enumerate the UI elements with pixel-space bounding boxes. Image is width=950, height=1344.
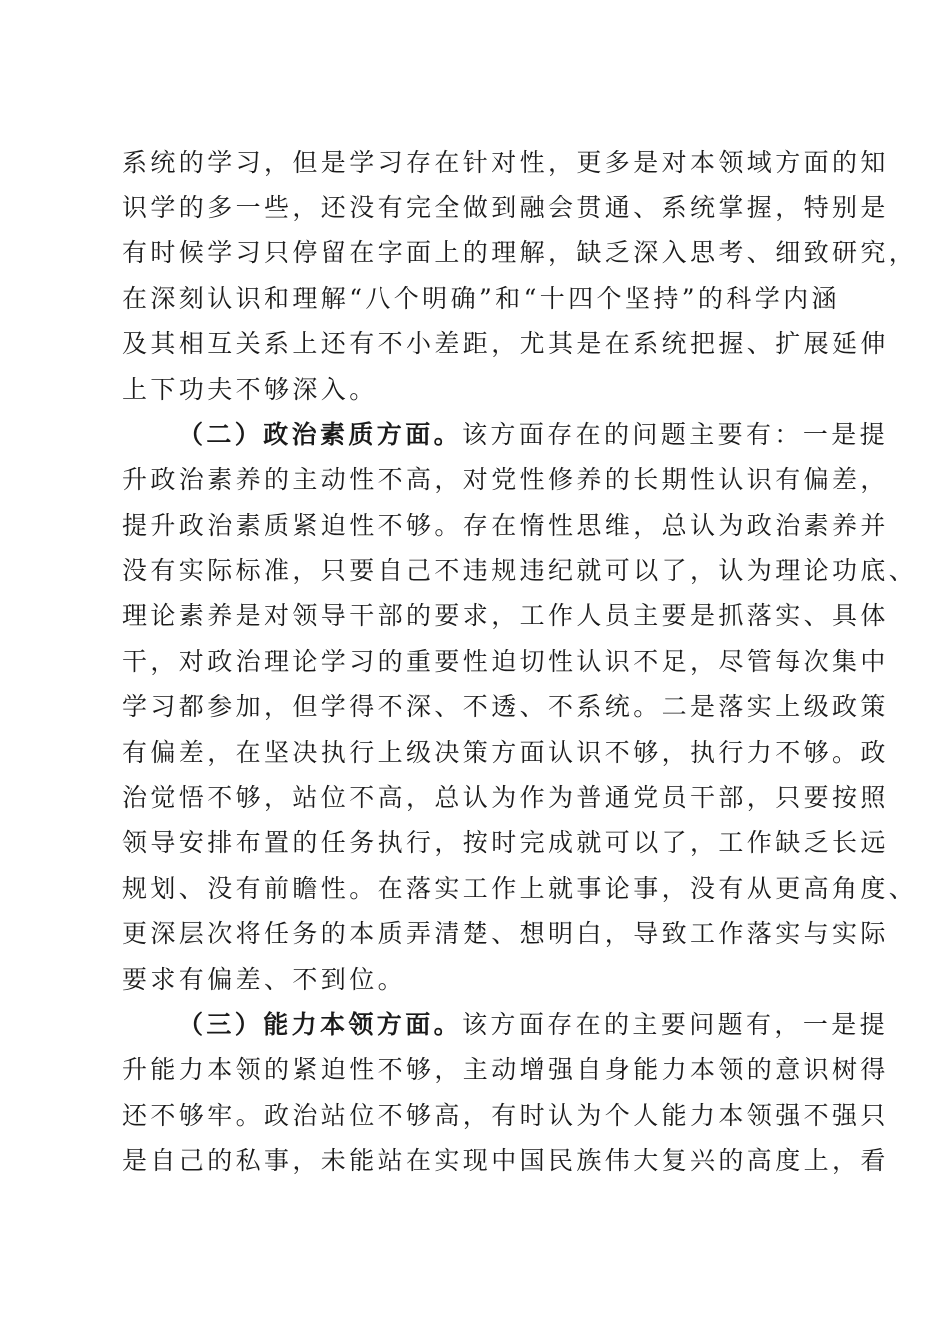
paragraph-2-line-10: 领导安排布置的任务执行，按时完成就可以了，工作缺乏长远 — [122, 828, 889, 857]
paragraph-2-heading: （二）政治素质方面。 — [178, 420, 463, 449]
paragraph-1-line-3: 有时候学习只停留在字面上的理解，缺乏深入思考、细致研究， — [122, 238, 918, 267]
paragraph-3-first-line-text: 该方面存在的主要问题有，一是提 — [462, 1010, 889, 1039]
paragraph-2-line-13: 要求有偏差、不到位。 — [122, 965, 407, 994]
paragraph-2-line-4: 没有实际标准，只要自己不违规违纪就可以了，认为理论功底、 — [122, 556, 918, 585]
paragraph-1-line-2: 识学的多一些，还没有完全做到融会贯通、系统掌握，特别是 — [122, 193, 889, 222]
paragraph-1-line-6: 上下功夫不够深入。 — [122, 375, 378, 404]
paragraph-2-line-2: 升政治素养的主动性不高，对党性修养的长期性认识有偏差， — [122, 465, 889, 494]
paragraph-3-heading: （三）能力本领方面。 — [178, 1010, 463, 1039]
paragraph-1-line-1: 系统的学习，但是学习存在针对性，更多是对本领域方面的知 — [122, 148, 889, 177]
paragraph-1-line-4: 在深刻认识和理解“八个明确”和“十四个坚持”的科学内涵 — [122, 284, 840, 313]
paragraph-2-line-3: 提升政治素质紧迫性不够。存在惰性思维，总认为政治素养并 — [122, 511, 889, 540]
paragraph-2-line-9: 治觉悟不够，站位不高，总认为作为普通党员干部，只要按照 — [122, 783, 889, 812]
paragraph-3-line-3: 还不够牢。政治站位不够高，有时认为个人能力本领强不强只 — [122, 1101, 889, 1130]
paragraph-2-line-5: 理论素养是对领导干部的要求，工作人员主要是抓落实、具体 — [122, 601, 889, 630]
paragraph-2-line-11: 规划、没有前瞻性。在落实工作上就事论事，没有从更高角度、 — [122, 874, 918, 903]
paragraph-1-line-5: 及其相互关系上还有不小差距，尤其是在系统把握、扩展延伸 — [122, 329, 889, 358]
paragraph-3-first-line — [178, 1010, 888, 1040]
paragraph-2-line-7: 学习都参加，但学得不深、不透、不系统。二是落实上级政策 — [122, 692, 889, 721]
paragraph-2-line-8: 有偏差，在坚决执行上级决策方面认识不够，执行力不够。政 — [122, 738, 889, 767]
paragraph-2-first-line-text: 该方面存在的问题主要有：一是提 — [462, 420, 889, 449]
paragraph-3-line-2: 升能力本领的紧迫性不够，主动增强自身能力本领的意识树得 — [122, 1055, 889, 1084]
paragraph-2-first-line — [178, 420, 888, 450]
paragraph-2-line-6: 干，对政治理论学习的重要性迫切性认识不足，尽管每次集中 — [122, 647, 889, 676]
paragraph-2-line-12: 更深层次将任务的本质弄清楚、想明白，导致工作落实与实际 — [122, 919, 889, 948]
paragraph-3-line-4: 是自己的私事，未能站在实现中国民族伟大复兴的高度上，看 — [122, 1146, 889, 1175]
